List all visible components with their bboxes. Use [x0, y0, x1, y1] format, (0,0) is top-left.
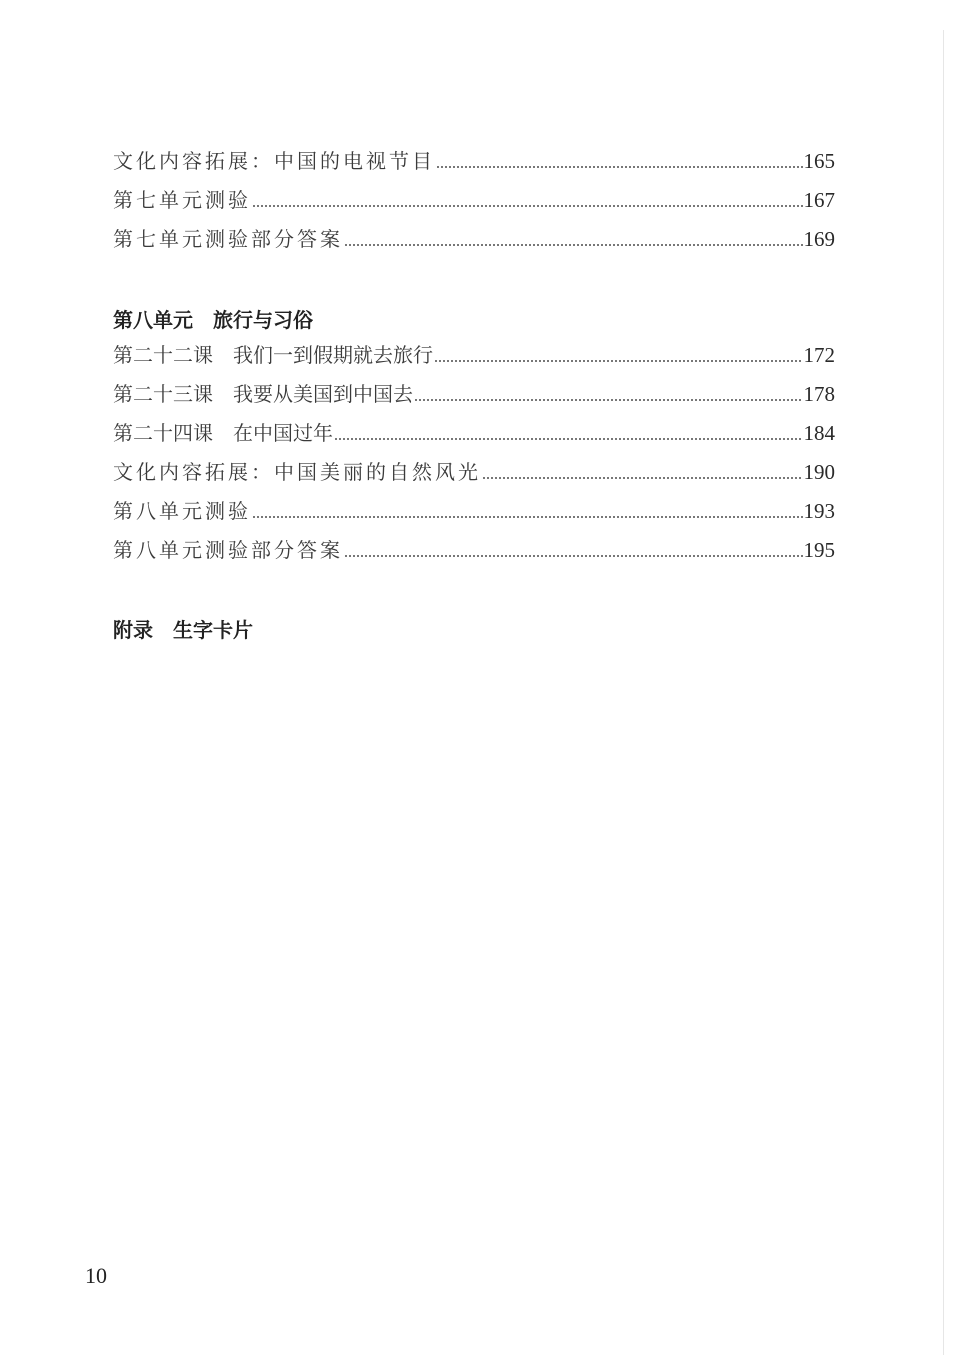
unit-heading: 第八单元 旅行与习俗: [113, 308, 313, 332]
toc-entry-title: 第二十四课 在中国过年: [113, 421, 333, 445]
toc-entry-page: 169: [803, 227, 835, 251]
dot-leader: [482, 477, 803, 479]
toc-entry[interactable]: [113, 224, 835, 254]
dot-leader: [344, 555, 803, 557]
dot-leader: [252, 516, 803, 518]
toc-entry[interactable]: [113, 418, 835, 448]
page-number: 10: [85, 1263, 107, 1288]
toc-entry-page: 190: [803, 460, 835, 484]
toc-entry-page: 184: [803, 421, 835, 445]
dot-leader: [414, 399, 803, 401]
toc-entry-title: 第八单元测验部分答案: [113, 538, 343, 562]
toc-entry[interactable]: [113, 535, 835, 565]
toc-entry-title: 文化内容拓展：中国的电视节目: [113, 149, 435, 173]
toc-entry-page: 178: [803, 382, 835, 406]
dot-leader: [436, 166, 803, 168]
toc-entry-title: 第七单元测验: [113, 188, 251, 212]
toc-entry[interactable]: [113, 496, 835, 526]
toc-entry-page: 195: [803, 538, 835, 562]
toc-entry-title: 第七单元测验部分答案: [113, 227, 343, 251]
toc-entry-title: 第八单元测验: [113, 499, 251, 523]
appendix-heading: 附录 生字卡片: [113, 618, 253, 642]
dot-leader: [344, 244, 803, 246]
toc-entry[interactable]: [113, 146, 835, 176]
dot-leader: [434, 360, 803, 362]
dot-leader: [252, 205, 803, 207]
toc-entry-title: 第二十三课 我要从美国到中国去: [113, 382, 413, 406]
toc-entry-page: 165: [803, 149, 835, 173]
toc-entry[interactable]: [113, 379, 835, 409]
page-edge-line: [943, 30, 944, 1355]
toc-entry-title: 第二十二课 我们一到假期就去旅行: [113, 343, 433, 367]
toc-entry[interactable]: [113, 340, 835, 370]
toc-entry-page: 172: [803, 343, 835, 367]
toc-entry[interactable]: [113, 185, 835, 215]
toc-entry-page: 167: [803, 188, 835, 212]
toc-entry-title: 文化内容拓展：中国美丽的自然风光: [113, 460, 481, 484]
toc-entry-page: 193: [803, 499, 835, 523]
dot-leader: [334, 438, 803, 440]
toc-entry[interactable]: [113, 457, 835, 487]
